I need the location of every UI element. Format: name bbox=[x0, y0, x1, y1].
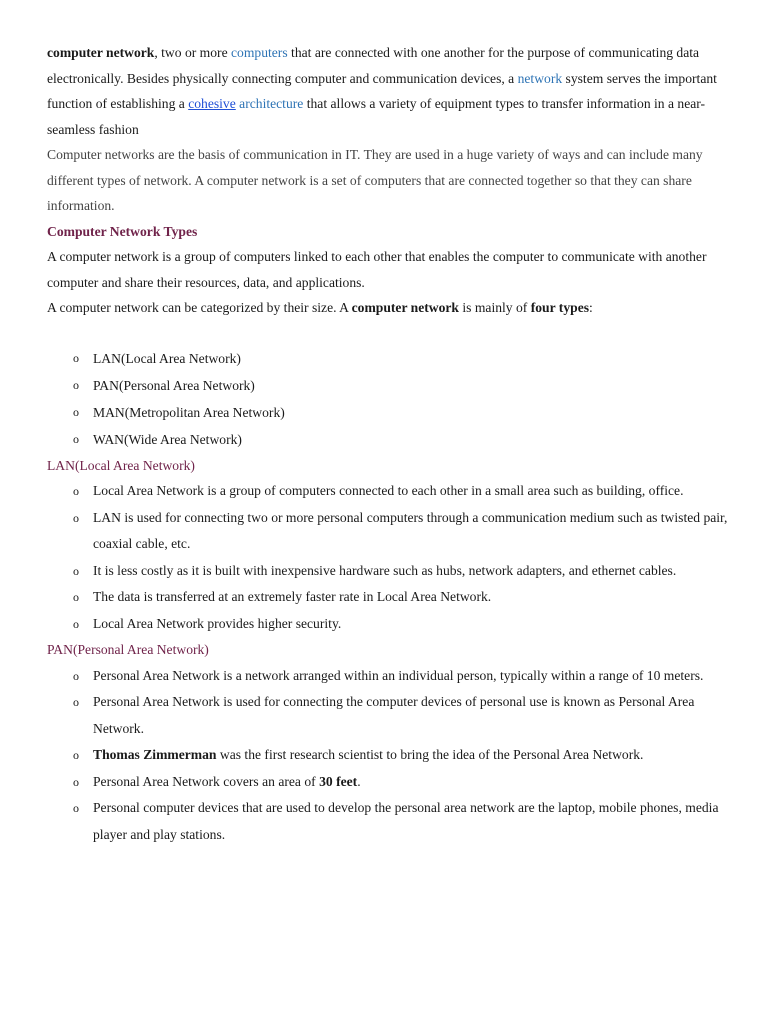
architecture-link[interactable]: architecture bbox=[239, 96, 304, 111]
bullet-icon: o bbox=[73, 377, 79, 392]
intro-term: computer network bbox=[47, 45, 155, 60]
network-link[interactable]: network bbox=[517, 70, 563, 86]
bullet-icon: o bbox=[73, 695, 79, 709]
bullet-icon: o bbox=[73, 590, 79, 604]
bullet-icon: o bbox=[73, 668, 79, 683]
lan-heading: LAN(Local Area Network) bbox=[47, 457, 195, 473]
list-item: o PAN(Personal Area Network) bbox=[47, 372, 728, 399]
intro-paragraph: computer network, two or more computers that are connected with one another for the purpose of communicating data electronically. Besides physically connecting computer and communication devices, a network system serves the important function of establishing a cohesive architecture that allows a variety of equipment types to transfer information in a near-seamless fashion bbox=[47, 45, 717, 137]
list-item: o MAN(Metropolitan Area Network) bbox=[47, 399, 728, 426]
bullet-icon: o bbox=[73, 748, 79, 762]
list-item: o Personal Area Network is used for connecting the computer devices of personal use is known as Personal Area Network. bbox=[47, 689, 728, 742]
bullet-icon: o bbox=[73, 350, 79, 365]
list-item: o Local Area Network is a group of computers connected to each other in a small area such as building, office. bbox=[47, 478, 728, 505]
list-item: o Personal Area Network covers an area of 30 feet. bbox=[47, 769, 728, 796]
list-item: o Personal Area Network is a network arranged within an individual person, typically within a range of 10 meters. bbox=[47, 663, 728, 690]
computers-link[interactable]: computers bbox=[231, 45, 288, 60]
types-paragraph-1: A computer network is a group of computers linked to each other that enables the computer to communicate with another computer and share their resources, data, and applications. bbox=[47, 249, 707, 290]
list-item: o Personal computer devices that are used to develop the personal area network are the laptop, mobile phones, media player and play stations. bbox=[47, 795, 728, 848]
bullet-icon: o bbox=[73, 431, 79, 446]
bullet-icon: o bbox=[73, 801, 79, 815]
bullet-icon: o bbox=[73, 563, 79, 578]
types-heading: Computer Network Types bbox=[47, 223, 198, 239]
list-item: o Local Area Network provides higher security. bbox=[47, 611, 728, 638]
list-item: o The data is transferred at an extremely faster rate in Local Area Network. bbox=[47, 584, 728, 611]
basis-paragraph: Computer networks are the basis of communication in IT. They are used in a huge variety of ways and can include many different types of network. A computer network is a set of computers that are connected together so that they can share information. bbox=[47, 147, 703, 213]
pan-heading: PAN(Personal Area Network) bbox=[47, 642, 209, 657]
list-item: o LAN is used for connecting two or more personal computers through a communication medium such as twisted pair, coaxial cable, etc. bbox=[47, 505, 728, 558]
bullet-icon: o bbox=[73, 404, 79, 419]
list-item: o It is less costly as it is built with inexpensive hardware such as hubs, network adapters, and ethernet cables. bbox=[47, 558, 728, 585]
types-paragraph-2: A computer network can be categorized by their size. A computer network is mainly of four types: bbox=[47, 300, 593, 315]
list-item: o Thomas Zimmerman was the first research scientist to bring the idea of the Personal Area Network. bbox=[47, 742, 728, 769]
cohesive-link[interactable]: cohesive bbox=[188, 96, 236, 111]
spacer bbox=[47, 321, 728, 345]
bullet-icon: o bbox=[73, 510, 79, 525]
bullet-icon: o bbox=[73, 484, 79, 498]
lan-list bbox=[47, 478, 728, 637]
pan-list bbox=[47, 663, 728, 849]
list-item: o LAN(Local Area Network) bbox=[47, 345, 728, 372]
bullet-icon: o bbox=[73, 616, 79, 631]
network-types-list bbox=[47, 345, 728, 453]
list-item: o WAN(Wide Area Network) bbox=[47, 426, 728, 453]
bullet-icon: o bbox=[73, 774, 79, 789]
